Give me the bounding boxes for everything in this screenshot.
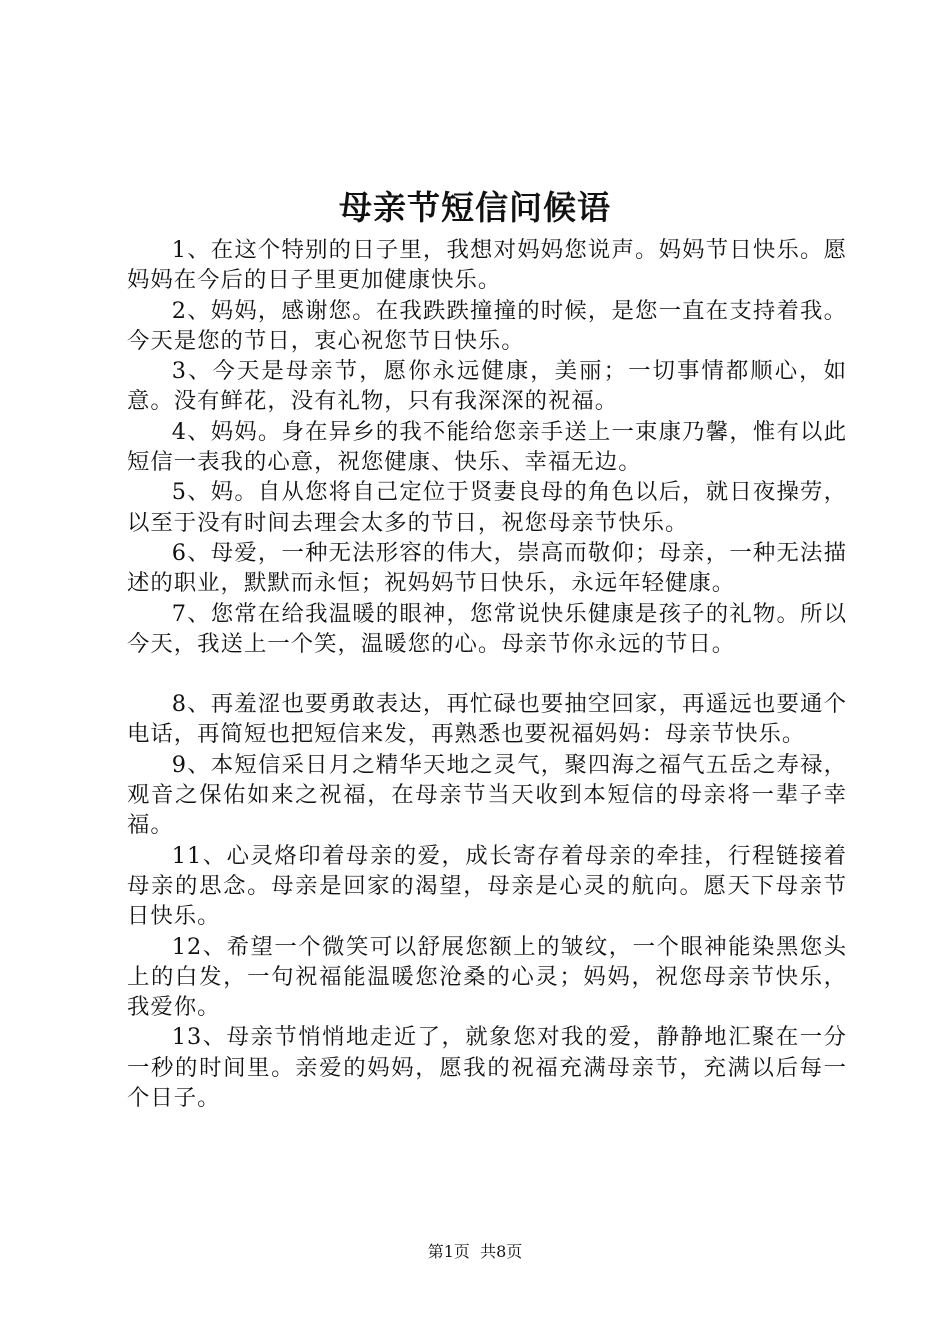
document-title: 母亲节短信问候语 — [339, 188, 611, 227]
paragraph-6: 6、母爱，一种无法形容的伟大，崇高而敬仰；母亲，一种无法描述的职业，默默而永恒；祝妈妈节日快乐，永远年轻健康。 — [127, 539, 847, 597]
paragraph-3: 3、今天是母亲节，愿你永远健康，美丽；一切事情都顺心，如意。没有鲜花，没有礼物，只有我深深的祝福。 — [127, 358, 847, 415]
paragraph-9: 9、本短信采日月之精华天地之灵气，聚四海之福气五岳之寿禄，观音之保佑如来之祝福，在母亲节当天收到本短信的母亲将一辈子幸福。 — [127, 751, 847, 839]
page-footer — [0, 1240, 950, 1264]
paragraph-5: 5、妈。自从您将自己定位于贤妻良母的角色以后，就日夜操劳，以至于没有时间去理会太多的节日，祝您母亲节快乐。 — [127, 479, 847, 536]
page-total: 共8页 — [480, 1242, 523, 1261]
page-number: 第1页 — [427, 1242, 470, 1261]
paragraph-12: 12、希望一个微笑可以舒展您额上的皱纹，一个眼神能染黑您头上的白发，一句祝福能温暖您沧桑的心灵；妈妈，祝您母亲节快乐，我爱你。 — [127, 933, 847, 1021]
paragraph-11: 11、心灵烙印着母亲的爱，成长寄存着母亲的牵挂，行程链接着母亲的思念。母亲是回家的渴望，母亲是心灵的航向。愿天下母亲节日快乐。 — [127, 842, 847, 930]
paragraph-8: 8、再羞涩也要勇敢表达，再忙碌也要抽空回家，再遥远也要通个电话，再简短也把短信来发，再熟悉也要祝福妈妈：母亲节快乐。 — [127, 691, 847, 748]
paragraph-7: 7、您常在给我温暖的眼神，您常说快乐健康是孩子的礼物。所以今天，我送上一个笑，温暖您的心。母亲节你永远的节日。 — [127, 600, 847, 657]
document-body — [127, 235, 847, 1113]
paragraph-2: 2、妈妈，感谢您。在我跌跌撞撞的时候，是您一直在支持着我。今天是您的节日，衷心祝您节日快乐。 — [127, 297, 847, 354]
paragraph-1: 1、在这个特别的日子里，我想对妈妈您说声。妈妈节日快乐。愿妈妈在今后的日子里更加健康快乐。 — [127, 237, 847, 294]
paragraph-4: 4、妈妈。身在异乡的我不能给您亲手送上一束康乃馨，惟有以此短信一表我的心意，祝您健康、快乐、幸福无边。 — [127, 418, 847, 476]
paragraph-13: 13、母亲节悄悄地走近了，就象您对我的爱，静静地汇聚在一分一秒的时间里。亲爱的妈妈，愿我的祝福充满母亲节，充满以后每一个日子。 — [127, 1024, 847, 1112]
